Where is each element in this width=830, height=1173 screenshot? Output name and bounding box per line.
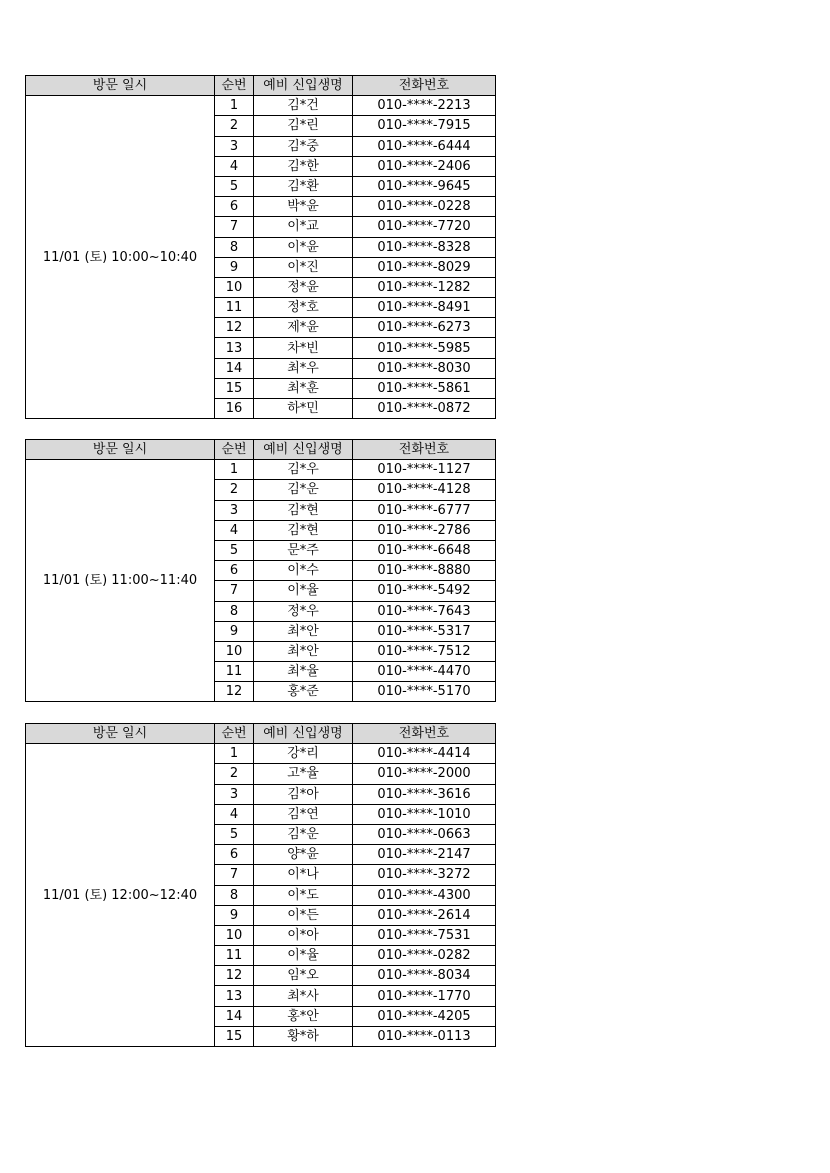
phone-cell: 010-****-7531: [353, 925, 496, 945]
visit-datetime-cell: 11/01 (토) 11:00~11:40: [26, 460, 215, 702]
number-cell: 6: [215, 845, 254, 865]
name-cell: 이*진: [254, 257, 353, 277]
name-cell: 김*현: [254, 520, 353, 540]
name-cell: 김*운: [254, 480, 353, 500]
header-number: 순번: [215, 724, 254, 744]
number-cell: 14: [215, 1006, 254, 1026]
header-phone: 전화번호: [353, 440, 496, 460]
number-cell: 11: [215, 298, 254, 318]
phone-cell: 010-****-4128: [353, 480, 496, 500]
number-cell: 13: [215, 338, 254, 358]
phone-cell: 010-****-6777: [353, 500, 496, 520]
number-cell: 12: [215, 318, 254, 338]
number-cell: 8: [215, 885, 254, 905]
phone-cell: 010-****-3272: [353, 865, 496, 885]
name-cell: 임*오: [254, 966, 353, 986]
phone-cell: 010-****-5170: [353, 682, 496, 702]
name-cell: 차*빈: [254, 338, 353, 358]
header-row: [26, 724, 496, 744]
phone-cell: 010-****-5492: [353, 581, 496, 601]
number-cell: 13: [215, 986, 254, 1006]
phone-cell: 010-****-2213: [353, 96, 496, 116]
phone-cell: 010-****-5985: [353, 338, 496, 358]
phone-cell: 010-****-2406: [353, 156, 496, 176]
number-cell: 9: [215, 257, 254, 277]
number-cell: 15: [215, 1026, 254, 1046]
name-cell: 최*훈: [254, 378, 353, 398]
phone-cell: 010-****-8880: [353, 561, 496, 581]
name-cell: 홍*안: [254, 1006, 353, 1026]
phone-cell: 010-****-7915: [353, 116, 496, 136]
phone-cell: 010-****-6273: [353, 318, 496, 338]
number-cell: 14: [215, 358, 254, 378]
name-cell: 이*든: [254, 905, 353, 925]
name-cell: 이*윤: [254, 237, 353, 257]
name-cell: 강*리: [254, 744, 353, 764]
name-cell: 이*도: [254, 885, 353, 905]
name-cell: 정*윤: [254, 277, 353, 297]
number-cell: 8: [215, 237, 254, 257]
visit-schedule-table: [25, 439, 496, 702]
number-cell: 3: [215, 136, 254, 156]
number-cell: 5: [215, 540, 254, 560]
name-cell: 이*율: [254, 946, 353, 966]
number-cell: 4: [215, 520, 254, 540]
name-cell: 황*하: [254, 1026, 353, 1046]
table-row: [26, 96, 496, 116]
visit-schedule-table: [25, 723, 496, 1047]
name-cell: 정*호: [254, 298, 353, 318]
name-cell: 제*윤: [254, 318, 353, 338]
number-cell: 6: [215, 561, 254, 581]
name-cell: 문*주: [254, 540, 353, 560]
visit-datetime-cell: 11/01 (토) 10:00~10:40: [26, 96, 215, 419]
phone-cell: 010-****-0282: [353, 946, 496, 966]
number-cell: 7: [215, 865, 254, 885]
number-cell: 2: [215, 116, 254, 136]
header-row: [26, 76, 496, 96]
phone-cell: 010-****-1127: [353, 460, 496, 480]
name-cell: 김*건: [254, 96, 353, 116]
phone-cell: 010-****-1282: [353, 277, 496, 297]
name-cell: 최*안: [254, 641, 353, 661]
phone-cell: 010-****-4470: [353, 662, 496, 682]
name-cell: 김*환: [254, 176, 353, 196]
name-cell: 최*우: [254, 358, 353, 378]
number-cell: 1: [215, 744, 254, 764]
phone-cell: 010-****-5317: [353, 621, 496, 641]
name-cell: 김*우: [254, 460, 353, 480]
header-student-name: 예비 신입생명: [254, 76, 353, 96]
phone-cell: 010-****-0872: [353, 399, 496, 419]
phone-cell: 010-****-4300: [353, 885, 496, 905]
name-cell: 이*율: [254, 581, 353, 601]
table-row: [26, 460, 496, 480]
name-cell: 김*중: [254, 136, 353, 156]
phone-cell: 010-****-6648: [353, 540, 496, 560]
name-cell: 김*연: [254, 804, 353, 824]
number-cell: 6: [215, 197, 254, 217]
number-cell: 16: [215, 399, 254, 419]
phone-cell: 010-****-7643: [353, 601, 496, 621]
phone-cell: 010-****-2000: [353, 764, 496, 784]
phone-cell: 010-****-8034: [353, 966, 496, 986]
number-cell: 3: [215, 784, 254, 804]
number-cell: 9: [215, 621, 254, 641]
phone-cell: 010-****-7512: [353, 641, 496, 661]
name-cell: 김*린: [254, 116, 353, 136]
name-cell: 김*운: [254, 824, 353, 844]
number-cell: 10: [215, 277, 254, 297]
name-cell: 박*윤: [254, 197, 353, 217]
number-cell: 10: [215, 925, 254, 945]
name-cell: 최*율: [254, 662, 353, 682]
name-cell: 김*현: [254, 500, 353, 520]
phone-cell: 010-****-0228: [353, 197, 496, 217]
phone-cell: 010-****-4205: [353, 1006, 496, 1026]
number-cell: 11: [215, 662, 254, 682]
number-cell: 2: [215, 764, 254, 784]
number-cell: 7: [215, 217, 254, 237]
header-row: [26, 440, 496, 460]
name-cell: 고*율: [254, 764, 353, 784]
number-cell: 9: [215, 905, 254, 925]
phone-cell: 010-****-4414: [353, 744, 496, 764]
name-cell: 양*윤: [254, 845, 353, 865]
header-number: 순번: [215, 76, 254, 96]
name-cell: 김*한: [254, 156, 353, 176]
number-cell: 1: [215, 460, 254, 480]
name-cell: 최*사: [254, 986, 353, 1006]
phone-cell: 010-****-0663: [353, 824, 496, 844]
phone-cell: 010-****-8030: [353, 358, 496, 378]
phone-cell: 010-****-3616: [353, 784, 496, 804]
visit-datetime-cell: 11/01 (토) 12:00~12:40: [26, 744, 215, 1047]
name-cell: 이*교: [254, 217, 353, 237]
number-cell: 2: [215, 480, 254, 500]
phone-cell: 010-****-8491: [353, 298, 496, 318]
number-cell: 3: [215, 500, 254, 520]
header-student-name: 예비 신입생명: [254, 724, 353, 744]
name-cell: 하*민: [254, 399, 353, 419]
phone-cell: 010-****-1770: [353, 986, 496, 1006]
visit-schedule-table: [25, 75, 496, 419]
phone-cell: 010-****-5861: [353, 378, 496, 398]
name-cell: 정*우: [254, 601, 353, 621]
number-cell: 11: [215, 946, 254, 966]
phone-cell: 010-****-2614: [353, 905, 496, 925]
name-cell: 김*아: [254, 784, 353, 804]
number-cell: 12: [215, 966, 254, 986]
header-phone: 전화번호: [353, 724, 496, 744]
header-visit-datetime: 방문 일시: [26, 440, 215, 460]
number-cell: 12: [215, 682, 254, 702]
phone-cell: 010-****-2147: [353, 845, 496, 865]
header-number: 순번: [215, 440, 254, 460]
number-cell: 4: [215, 804, 254, 824]
phone-cell: 010-****-7720: [353, 217, 496, 237]
name-cell: 이*수: [254, 561, 353, 581]
header-visit-datetime: 방문 일시: [26, 724, 215, 744]
phone-cell: 010-****-2786: [353, 520, 496, 540]
header-phone: 전화번호: [353, 76, 496, 96]
number-cell: 5: [215, 824, 254, 844]
phone-cell: 010-****-9645: [353, 176, 496, 196]
name-cell: 홍*준: [254, 682, 353, 702]
phone-cell: 010-****-8029: [353, 257, 496, 277]
name-cell: 이*나: [254, 865, 353, 885]
number-cell: 1: [215, 96, 254, 116]
name-cell: 최*안: [254, 621, 353, 641]
header-visit-datetime: 방문 일시: [26, 76, 215, 96]
number-cell: 10: [215, 641, 254, 661]
number-cell: 5: [215, 176, 254, 196]
table-row: [26, 744, 496, 764]
number-cell: 7: [215, 581, 254, 601]
number-cell: 8: [215, 601, 254, 621]
phone-cell: 010-****-6444: [353, 136, 496, 156]
number-cell: 15: [215, 378, 254, 398]
number-cell: 4: [215, 156, 254, 176]
phone-cell: 010-****-8328: [353, 237, 496, 257]
name-cell: 이*아: [254, 925, 353, 945]
header-student-name: 예비 신입생명: [254, 440, 353, 460]
phone-cell: 010-****-0113: [353, 1026, 496, 1046]
phone-cell: 010-****-1010: [353, 804, 496, 824]
